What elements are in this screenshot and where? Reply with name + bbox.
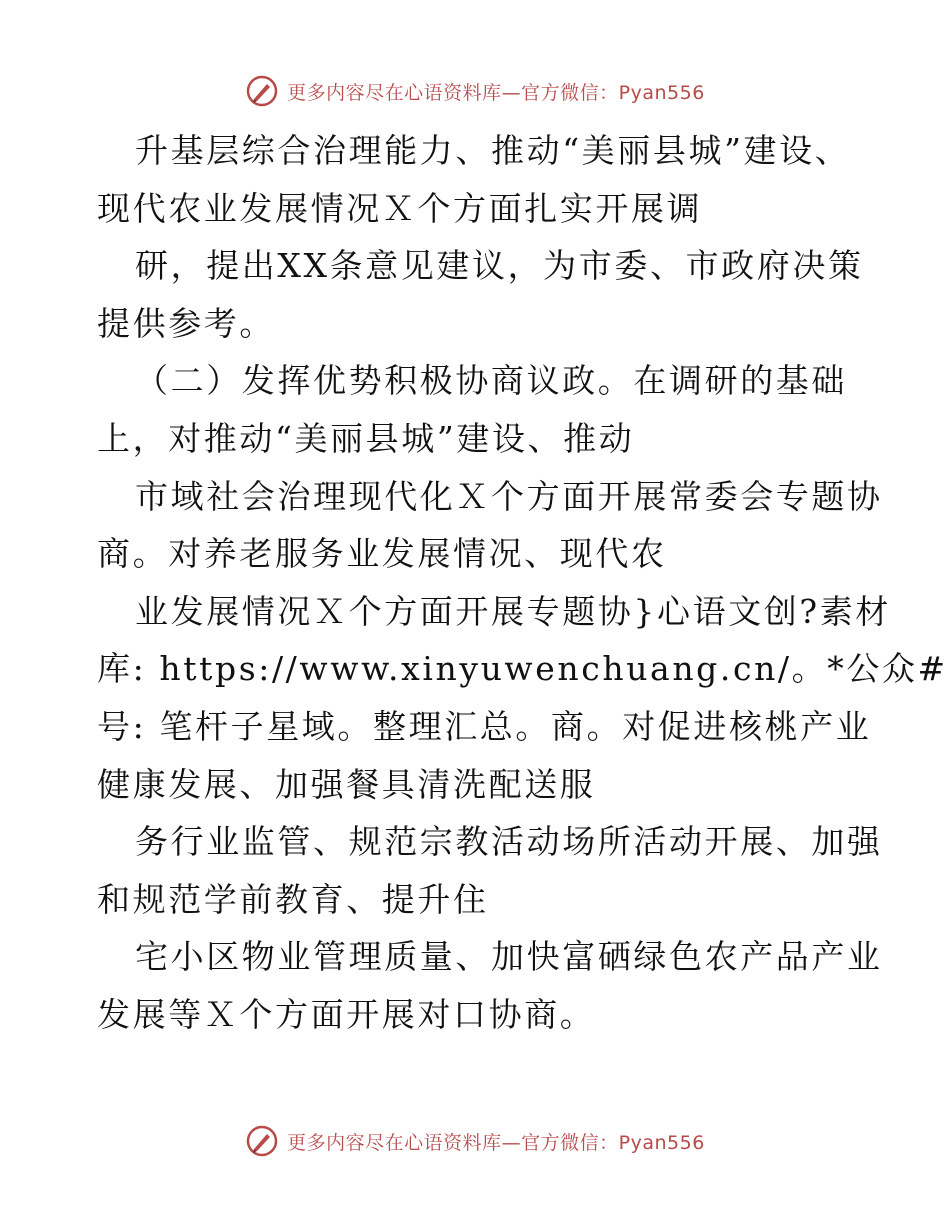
text-line-16: 发展等Ｘ个方面开展对口协商。 — [97, 994, 596, 1034]
text-line-11: 号: 笔杆子星域。整理汇总。商。对促进核桃产业 — [97, 706, 872, 746]
text-line-15: 宅小区物业管理质量、加快富硒绿色农产品产业 — [135, 937, 883, 977]
header-banner — [0, 71, 950, 111]
pen-logo-icon — [245, 1124, 279, 1158]
text-line-14: 和规范学前教育、提升住 — [97, 879, 489, 919]
text-line-12: 健康发展、加强餐具清洗配送服 — [97, 764, 596, 804]
text-line-9: 业发展情况Ｘ个方面开展专题协}心语文创?素材 — [135, 591, 891, 631]
footer-banner — [0, 1121, 950, 1161]
document-body — [97, 122, 948, 1044]
text-line-13: 务行业监管、规范宗教活动场所活动开展、加强 — [135, 822, 883, 862]
text-line-1: 升基层综合治理能力、推动“美丽县城”建设、 — [135, 131, 851, 170]
text-line-7: 市域社会治理现代化Ｘ个方面开展常委会专题协 — [135, 476, 883, 516]
text-line-10: 库: https://www.xinyuwenchuang.cn/。*公众# — [97, 649, 948, 689]
text-line-6: 上，对推动“美丽县城”建设、推动 — [97, 418, 635, 458]
footer-banner-text: 更多内容尽在心语资料库—官方微信：Pyan556 — [287, 1131, 705, 1154]
text-line-8: 商。对养老服务业发展情况、现代农 — [97, 534, 667, 574]
text-line-2: 现代农业发展情况Ｘ个方面扎实开展调 — [97, 188, 703, 228]
pen-logo-icon — [245, 74, 279, 108]
text-line-3: 研，提出XX条意见建议，为市委、市政府决策 — [135, 246, 864, 286]
header-banner-text: 更多内容尽在心语资料库—官方微信：Pyan556 — [287, 81, 705, 104]
text-line-5: （二）发挥优势积极协商议政。在调研的基础 — [135, 361, 847, 401]
text-line-4: 提供参考。 — [97, 303, 275, 343]
